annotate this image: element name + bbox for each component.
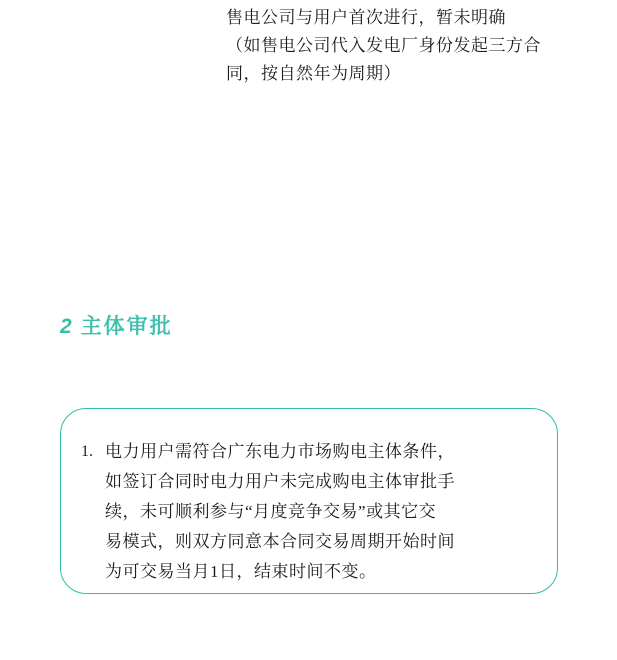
list-item-line: 为可交易当月1日，结束时间不变。	[105, 562, 377, 581]
callout-list-item	[73, 437, 543, 587]
section-title: 主体审批	[80, 314, 173, 338]
list-item-body	[105, 437, 543, 587]
paragraph-line: 同，按自然年为周期）	[226, 64, 401, 83]
callout-box	[60, 408, 558, 594]
list-item-line: 电力用户需符合广东电力市场购电主体条件，	[105, 442, 455, 461]
list-item-line: 如签订合同时电力用户未完成购电主体审批手	[105, 472, 455, 491]
section-number: 2	[60, 315, 72, 338]
paragraph-line: 售电公司与用户首次进行，暂未明确	[226, 8, 506, 27]
list-item-marker: 1.	[81, 443, 93, 460]
paragraph-line: （如售电公司代入发电厂身份发起三方合	[226, 36, 541, 55]
list-item-line: 易模式，则双方同意本合同交易周期开始时间	[105, 532, 455, 551]
section-heading	[60, 316, 173, 337]
list-item-line: 续，未可顺利参与“月度竞争交易”或其它交	[105, 502, 437, 521]
top-paragraph	[226, 4, 596, 88]
